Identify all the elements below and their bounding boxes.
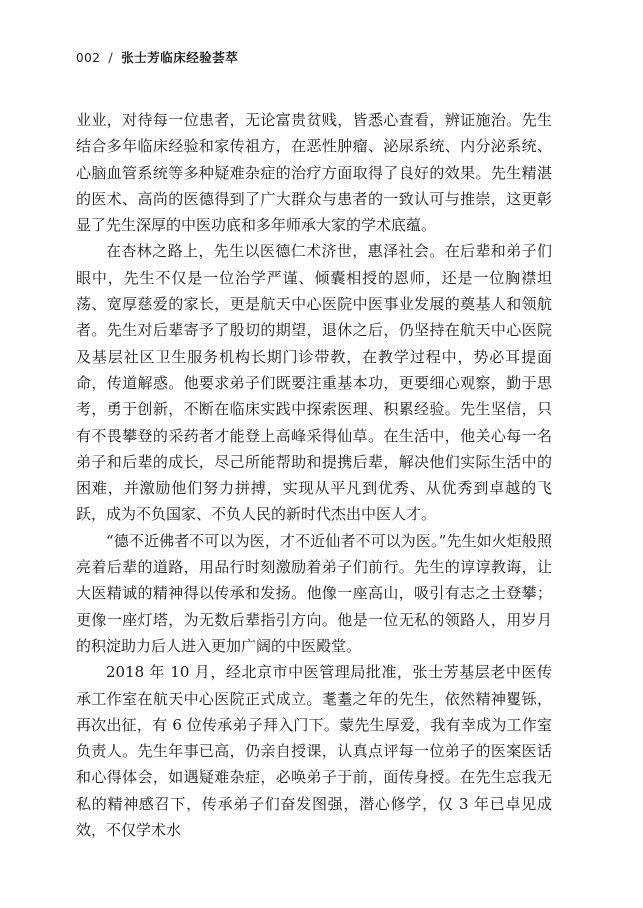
running-header	[76, 49, 238, 68]
paragraph: 在杏林之路上，先生以医德仁术济世，惠泽社会。在后辈和弟子们眼中，先生不仅是一位治学严谨、倾囊相授的恩师，还是一位胸襟坦荡、宽厚慈爱的家长，更是航天中心医院中医事业发展的奠基人和领航者。先生对后辈寄予了殷切的期望，退休之后，仍坚持在航天中心医院及基层社区卫生服务机构长期门诊带教，在教学过程中，势必耳提面命，传道解惑。他要求弟子们既要注重基本功，更要细心观察，勤于思考，勇于创新，不断在临床实践中探索医理、积累经验。先生坚信，只有不畏攀登的采药者才能登上高峰采得仙草。在生活中，他关心每一名弟子和后辈的成长，尽己所能帮助和提携后辈，解决他们实际生活中的困难，并激励他们努力拼搏，实现从平凡到优秀、从优秀到卓越的飞跃，成为不负国家、不负人民的新时代杰出中医人才。	[76, 242, 552, 524]
page-number: 002	[76, 51, 101, 65]
header-separator: /	[108, 51, 114, 66]
paragraph-continued: 业业，对待每一位患者，无论富贵贫贱，皆悉心查看，辨证施治。先生结合多年临床经验和家传祖方，在恶性肿瘤、泌尿系统、内分泌系统、心脑血管系统等多种疑难杂症的治疗方面取得了良好的效果。先生精湛的医术、高尚的医德得到了广大群众与患者的一致认可与推崇，这更彰显了先生深厚的中医功底和多年师承大家的学术底蕴。	[76, 111, 552, 235]
paragraph: 2018 年 10 月，经北京市中医管理局批准，张士芳基层老中医传承工作室在航天中心医院正式成立。耄耋之年的先生，依然精神矍铄，再次出征，有 6 位传承弟子拜入门下。蒙先生厚爱，我有幸成为工作室负责人。先生年事已高，仍亲自授课，认真点评每一位弟子的医案医话和心得体会，如遇疑难杂症，必唤弟子于前，面传身授。在先生忘我无私的精神感召下，传承弟子们奋发图强，潜心修学，仅 3 年已卓见成效，不仅学术水	[76, 663, 552, 840]
book-title: 张士芳临床经验荟萃	[121, 50, 239, 65]
body-text	[76, 107, 552, 843]
paragraph: “德不近佛者不可以为医，才不近仙者不可以为医。”先生如火炬般照亮着后辈的道路，用品行时刻激励着弟子们前行。先生的谆谆教诲，让大医精诚的精神得以传承和发扬。他像一座高山，吸引有志之士登攀；更像一座灯塔，为无数后辈指引方向。他是一位无私的领路人，用岁月的积淀助力后人进入更加广阔的中医殿堂。	[76, 531, 552, 655]
